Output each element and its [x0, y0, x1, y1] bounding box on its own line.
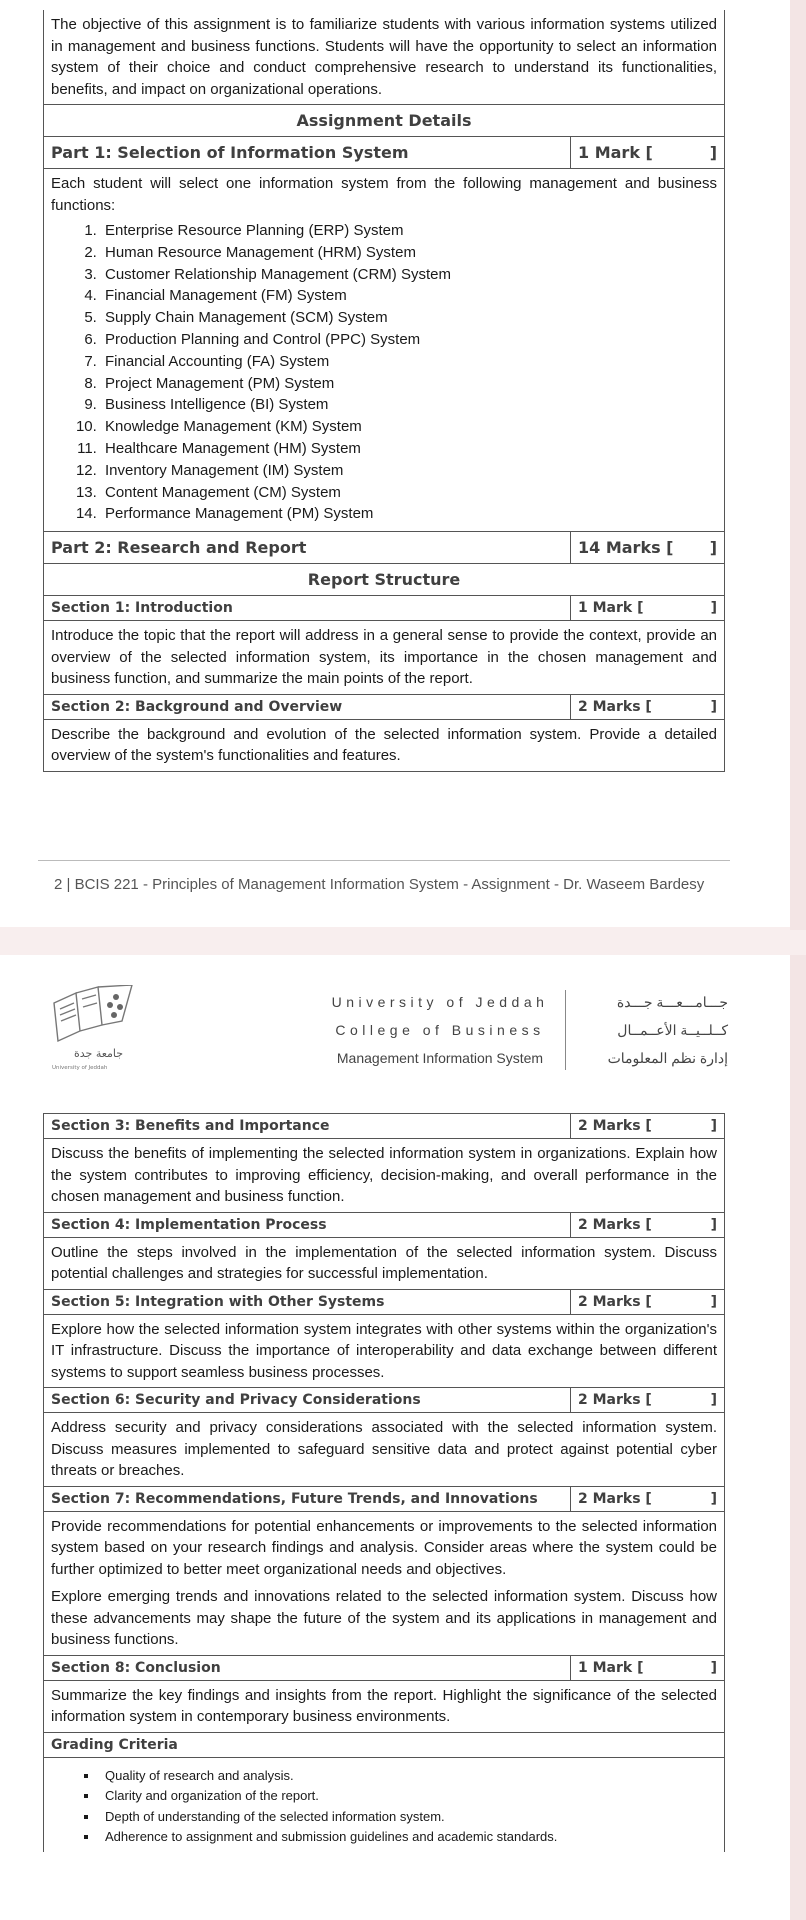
system-item: 13. Content Management (CM) System: [101, 482, 717, 504]
section5-marks-close: ]: [710, 1293, 717, 1310]
letterhead: [0, 985, 790, 1075]
section1-marks: 1 Mark [: [578, 600, 644, 617]
letterhead-university: University of Jeddah: [331, 994, 549, 1010]
part1-marks: 1 Mark [: [578, 143, 653, 162]
assignment-table-part2: [43, 1113, 725, 1852]
part1-title: Part 1: Selection of Information System: [44, 137, 571, 169]
section1-marks-close: ]: [710, 600, 718, 617]
system-item: 12. Inventory Management (IM) System: [101, 460, 717, 482]
page-footer: 2 | BCIS 221 - Principles of Management Information System - Assignment - Dr. Waseem Bardesy: [54, 876, 705, 893]
section3-title: Section 3: Benefits and Importance: [44, 1114, 571, 1139]
section1-header-row: [44, 596, 725, 621]
system-item: 7. Financial Accounting (FA) System: [101, 351, 717, 373]
section5-marks-cell: [571, 1289, 725, 1314]
section2-marks-cell: [571, 694, 725, 719]
letterhead-department: Management Information System: [336, 1050, 544, 1066]
section7-marks: 2 Marks [: [578, 1490, 652, 1507]
section8-body-row: [44, 1680, 725, 1732]
part2-marks-cell: [571, 532, 725, 564]
section8-title: Section 8: Conclusion: [44, 1655, 571, 1680]
report-structure-heading: Report Structure: [44, 564, 725, 596]
section3-body-row: [44, 1139, 725, 1213]
part2-title: Part 2: Research and Report: [44, 532, 571, 564]
system-item: 6. Production Planning and Control (PPC) System: [101, 329, 717, 351]
system-item: 11. Healthcare Management (HM) System: [101, 438, 717, 460]
letterhead-college-ar: كــلــيــة الأعــمــال: [617, 1022, 728, 1038]
part1-body-row: [44, 169, 725, 532]
footer-divider: [38, 860, 730, 861]
section1-text: Introduce the topic that the report will address in a general sense to provide the context, provide an overview of the selected information system, its importance in the chosen management and business function, and summarize the main points of the report.: [44, 621, 725, 695]
section3-marks-close: ]: [710, 1118, 717, 1134]
system-item: 1. Enterprise Resource Planning (ERP) System: [101, 220, 717, 242]
assignment-details-heading: Assignment Details: [44, 105, 725, 137]
section6-header-row: [44, 1388, 725, 1413]
section2-body-row: [44, 719, 725, 771]
part1-marks-close: ]: [709, 143, 718, 162]
section8-text: Summarize the key findings and insights from the report. Highlight the significance of the selected information system in contemporary business environments.: [44, 1680, 725, 1732]
section4-body-row: [44, 1237, 725, 1289]
grading-body: [44, 1757, 725, 1852]
system-item: 3. Customer Relationship Management (CRM) System: [101, 264, 717, 286]
letterhead-department-ar: إدارة نظم المعلومات: [607, 1050, 728, 1066]
section7-marks-close: ]: [710, 1490, 717, 1507]
section8-marks: 1 Mark [: [578, 1659, 644, 1676]
part1-body: [44, 169, 725, 532]
section7-title: Section 7: Recommendations, Future Trends, and Innovations: [44, 1486, 571, 1511]
section4-marks: 2 Marks [: [578, 1216, 652, 1233]
part1-intro: Each student will select one information system from the following management and business functions:: [51, 175, 718, 214]
grading-body-row: [44, 1757, 725, 1852]
letterhead-college: College of Business: [335, 1022, 545, 1038]
letterhead-university-ar: جـــامـــعـــة جـــدة: [616, 994, 728, 1010]
part1-header-row: [44, 137, 725, 169]
section6-text: Address security and privacy considerations associated with the selected information system. Discuss measures implemented to safeguard sensitive data and protect against potential cyber threats or breaches.: [44, 1413, 725, 1487]
letterhead-english: [330, 988, 550, 1072]
systems-list: [51, 220, 717, 525]
document-page-1: [0, 0, 790, 927]
section6-title: Section 6: Security and Privacy Considerations: [44, 1388, 571, 1413]
section5-body-row: [44, 1314, 725, 1388]
university-logo-icon: [46, 985, 146, 1075]
part2-marks-close: ]: [709, 538, 718, 558]
section4-header-row: [44, 1212, 725, 1237]
section3-marks: 2 Marks [: [578, 1118, 652, 1134]
section6-marks-close: ]: [710, 1392, 717, 1408]
section6-marks: 2 Marks [: [578, 1392, 652, 1408]
part2-marks: 14 Marks [: [578, 538, 674, 558]
assignment-table-part1: [43, 10, 725, 772]
section5-text: Explore how the selected information system integrates with other systems within the organization's IT infrastructure. Discuss the importance of interoperability and data exchange between different systems to support seamless business processes.: [44, 1314, 725, 1388]
section3-text: Discuss the benefits of implementing the selected information system in organizations. Explain how the system contributes to improving efficiency, decision-making, and overall performance in the chosen management and business function.: [44, 1139, 725, 1213]
system-item: 10. Knowledge Management (KM) System: [101, 416, 717, 438]
section4-text: Outline the steps involved in the implementation of the selected information system. Discuss potential challenges and strategies for successful implementation.: [44, 1237, 725, 1289]
letterhead-divider: [565, 990, 566, 1070]
grading-list: [51, 1766, 717, 1848]
section7-marks-cell: [571, 1486, 725, 1511]
section5-marks: 2 Marks [: [578, 1293, 652, 1310]
report-structure-row: [44, 564, 725, 596]
system-item: 14. Performance Management (PM) System: [101, 503, 717, 525]
section2-marks-close: ]: [710, 698, 718, 715]
page-shadow-2: [790, 955, 806, 1920]
part2-header-row: [44, 532, 725, 564]
grading-title: Grading Criteria: [44, 1732, 725, 1757]
system-item: 2. Human Resource Management (HRM) System: [101, 242, 717, 264]
letterhead-arabic: [578, 988, 728, 1072]
system-item: 5. Supply Chain Management (SCM) System: [101, 307, 717, 329]
grading-item: ▪ Depth of understanding of the selected information system.: [99, 1807, 717, 1828]
section4-marks-cell: [571, 1212, 725, 1237]
section7-text-1: Provide recommendations for potential enhancements or improvements to the selected information system based on your research findings and analysis. Consider areas where the system could be further optimized to better meet organizational needs and objectives.: [51, 1517, 717, 1578]
section7-header-row: [44, 1486, 725, 1511]
section4-title: Section 4: Implementation Process: [44, 1212, 571, 1237]
section3-header-row: [44, 1114, 725, 1139]
part1-marks-cell: [571, 137, 725, 169]
section8-header-row: [44, 1655, 725, 1680]
section1-title: Section 1: Introduction: [44, 596, 571, 621]
section2-title: Section 2: Background and Overview: [44, 694, 571, 719]
section8-marks-close: ]: [710, 1659, 717, 1676]
grading-item: ▪ Clarity and organization of the report.: [99, 1786, 717, 1807]
system-item: 8. Project Management (PM) System: [101, 373, 717, 395]
logo-arabic-text: جامعة جدة: [74, 1047, 124, 1060]
section6-body-row: [44, 1413, 725, 1487]
grading-item: ▪ Quality of research and analysis.: [99, 1766, 717, 1787]
logo-english-text: University of Jeddah: [52, 1065, 108, 1071]
section2-marks: 2 Marks [: [578, 698, 652, 715]
section4-marks-close: ]: [710, 1216, 717, 1233]
section7-body-row: [44, 1511, 725, 1655]
assignment-details-row: [44, 105, 725, 137]
grading-item: ▪ Adherence to assignment and submission guidelines and academic standards.: [99, 1827, 717, 1848]
section7-text-2: Explore emerging trends and innovations related to the selected information system. Discuss how these advancements may shape the future of the system and its applications in management and business functions.: [51, 1588, 717, 1648]
section5-header-row: [44, 1289, 725, 1314]
section1-marks-cell: [571, 596, 725, 621]
system-item: 9. Business Intelligence (BI) System: [101, 394, 717, 416]
section1-body-row: [44, 621, 725, 695]
objective-row: [44, 10, 725, 105]
section5-title: Section 5: Integration with Other Systems: [44, 1289, 571, 1314]
page-shadow: [790, 0, 806, 930]
grading-header-row: [44, 1732, 725, 1757]
document-page-2: [0, 955, 790, 1920]
section7-body: [44, 1511, 725, 1655]
section8-marks-cell: [571, 1655, 725, 1680]
section2-text: Describe the background and evolution of the selected information system. Provide a detailed overview of the system's functionalities and features.: [44, 719, 725, 771]
system-item: 4. Financial Management (FM) System: [101, 285, 717, 307]
section2-header-row: [44, 694, 725, 719]
section6-marks-cell: [571, 1388, 725, 1413]
section3-marks-cell: [571, 1114, 725, 1139]
objective-text: The objective of this assignment is to familiarize students with various information systems utilized in management and business functions. Students will have the opportunity to select an information system of their choice and conduct comprehensive research to understand its functionalities, benefits, and impact on organizational operations.: [44, 10, 725, 105]
